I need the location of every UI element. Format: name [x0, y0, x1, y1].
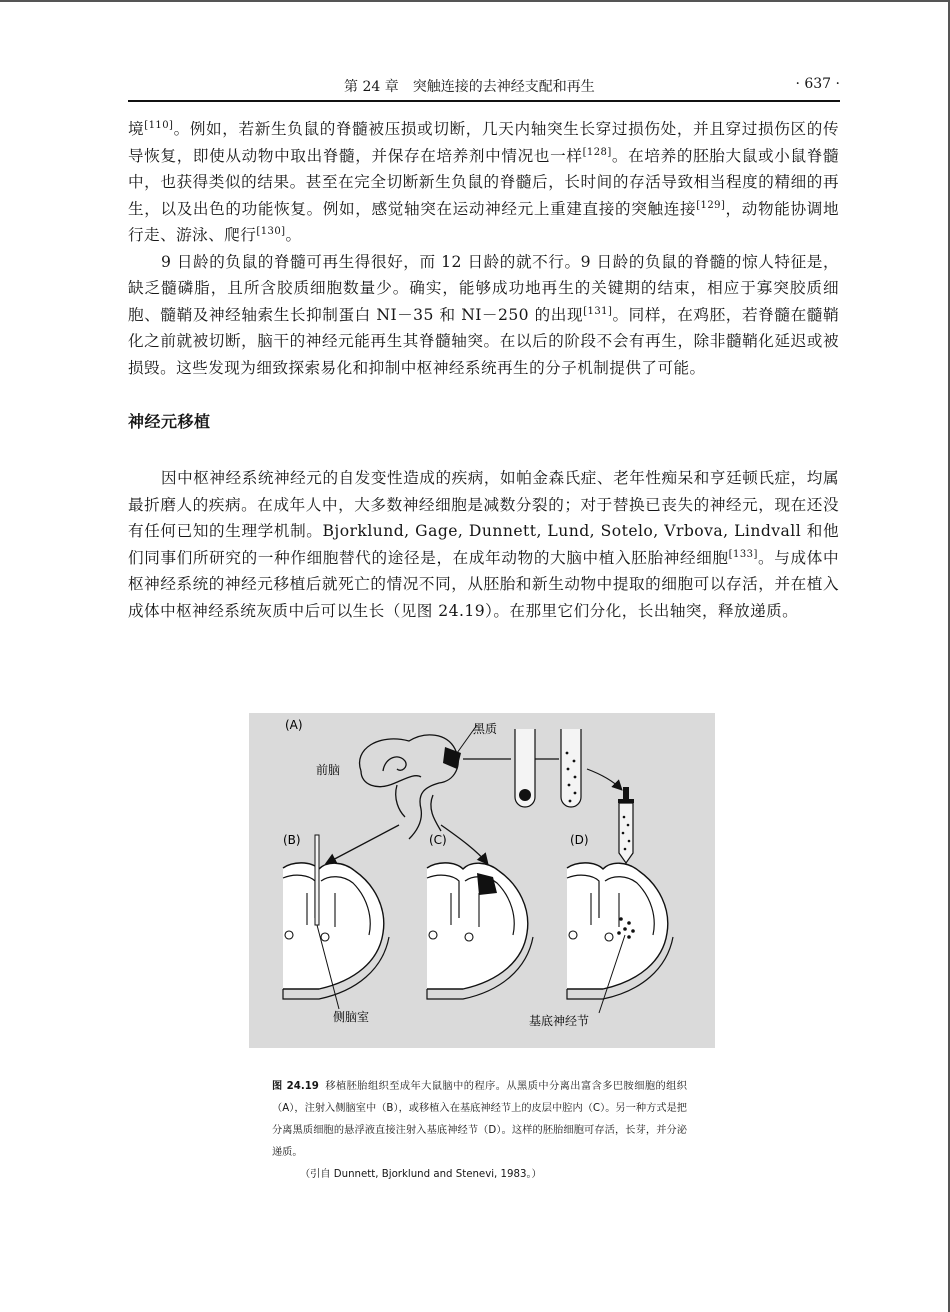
panel-b-label: (B)	[283, 833, 301, 847]
citation-ref: [133]	[728, 548, 758, 560]
text-run: 。例如，若新生负鼠的脊髓被压损或切断，几天内轴突生长穿过损伤处，并且穿过损伤区的传导恢复，即使从动物中取出脊髓，并保存在培养剂中情况也一样	[128, 120, 840, 165]
figure-24-19	[249, 713, 715, 1048]
body-text	[128, 116, 839, 624]
label-lateral-ventricle: 侧脑室	[333, 1010, 370, 1024]
running-header	[128, 76, 840, 96]
panel-a-label: (A)	[285, 718, 303, 732]
page-top-edge	[0, 0, 950, 2]
citation-ref: [130]	[256, 226, 286, 237]
chapter-title: 第 24 章 突触连接的去神经支配和再生	[344, 79, 595, 95]
text-run: 9 日龄的负鼠的脊髓可再生得很好，而 12 日龄的就不行。9 日龄的负鼠的脊髓的惊人特征是，缺乏髓磷脂，且所含胶质细胞数量少。确实，能够成功地再生的关键期的结束，相应于寡突胶质细胞、髓鞘及神经轴索生长抑制蛋白 NI－35 和 NI－250 的出现	[128, 252, 839, 324]
brain-section-b	[283, 835, 389, 999]
label-forebrain: 前脑	[316, 763, 341, 777]
label-substantia-nigra: 黑质	[473, 722, 498, 736]
arrow-to-syringe	[587, 769, 621, 789]
section-heading: 神经元移植	[128, 412, 211, 431]
leader-line	[457, 725, 477, 753]
label-basal-ganglia: 基底神经节	[529, 1014, 590, 1028]
text-run: 。与成体中枢神经系统的神经元移植后就死亡的情况不同，从胚胎和新生动物中提取的细胞可以存活，并在植入成体中枢神经系统灰质中后可以生长（见图 24.19）。在那里它们分化，长出轴突，释放递质。	[128, 548, 839, 620]
paragraph-3	[128, 465, 839, 624]
embryo-brain-drawing	[360, 735, 459, 839]
citation-ref: [128]	[582, 146, 612, 158]
caption-source: （引自 Dunnett, Bjorklund and Stenevi, 1983。）	[300, 1169, 542, 1180]
paragraph-1	[128, 116, 839, 249]
page-number: · 637 ·	[795, 76, 840, 92]
brain-section-d	[567, 863, 673, 999]
text-run: 境	[128, 120, 145, 138]
arrow-to-panel-b	[327, 825, 399, 863]
figure-diagram	[249, 713, 715, 1048]
figure-caption	[272, 1076, 687, 1186]
citation-ref: [129]	[696, 199, 726, 211]
header-rule	[128, 100, 840, 102]
test-tube-tissue-icon	[515, 729, 535, 807]
paragraph-2	[128, 249, 839, 382]
caption-label: 图 24.19	[272, 1081, 319, 1092]
panel-c-label: (C)	[429, 833, 447, 847]
text-run: 。在培养的胚胎大鼠或小鼠脊髓中，也获得类似的结果。甚至在完全切断新生负鼠的脊髓后，长时间的存活导致相当程度的精细的再生，以及出色的功能恢复。例如，感觉轴突在运动神经元上重建直接的突触连接	[128, 146, 839, 218]
panel-d-label: (D)	[570, 833, 589, 847]
text-run: 。同样，在鸡胚，若脊髓在髓鞘化之前就被切断，脑干的神经元能再生其脊髓轴突。在以后的阶段不会有再生，除非髓鞘化延迟或被损毁。这些发现为细致探索易化和抑制中枢神经系统再生的分子机制提供了可能。	[128, 305, 839, 377]
caption-text: 移植胚胎组织至成年大鼠脑中的程序。从黑质中分离出富含多巴胺细胞的组织（A），注射入侧脑室中（B），或移植入在基底神经节上的皮层中腔内（C）。另一种方式是把分离黑质细胞的悬浮液直接注射入基底神经节（D）。这样的胚胎细胞可存活，长芽，并分泌递质。	[272, 1081, 687, 1158]
text-run: 。	[285, 226, 302, 244]
brain-section-c	[427, 863, 533, 999]
text-run: 因中枢神经系统神经元的自发变性造成的疾病，如帕金森氏症、老年性痴呆和亨廷顿氏症，均属最折磨人的疾病。在成年人中，大多数神经细胞是减数分裂的；对于替换已丧失的神经元，现在还没有任何已知的生理学机制。Bjorklund, Gage, Dunnett, Lund, Sotelo, Vrbova, Lindvall 和他们同事们所研究的一种作细胞替代的途径是，在成年动物的大脑中植入胚胎神经细胞	[128, 469, 839, 567]
citation-ref: [131]	[583, 305, 613, 317]
arrow-to-panel-c	[441, 825, 487, 863]
text-run: ，动物能协调地行走、游泳、爬行	[128, 199, 839, 244]
test-tube-suspension-icon	[561, 729, 581, 807]
citation-ref: [110]	[144, 120, 174, 131]
